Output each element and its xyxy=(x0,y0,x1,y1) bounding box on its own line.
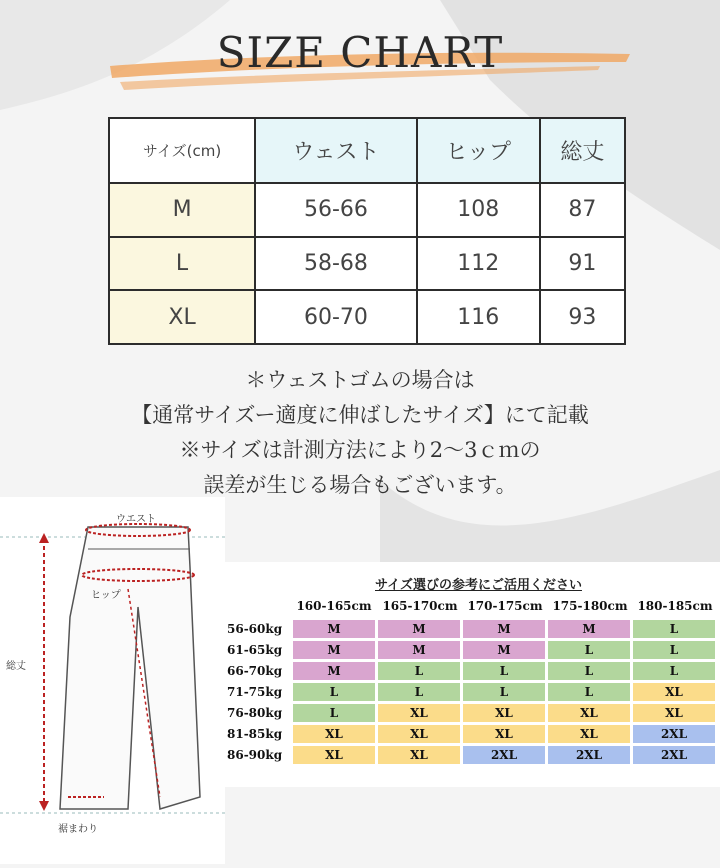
size-guide-cell: L xyxy=(293,704,375,722)
table-header-row xyxy=(109,118,625,183)
table-row xyxy=(109,237,625,291)
size-guide-cell: M xyxy=(378,641,460,659)
size-guide-cell: L xyxy=(463,683,545,701)
size-guide-cell: L xyxy=(548,662,630,680)
header-length: 総丈 xyxy=(540,118,625,183)
size-guide-cell: XL xyxy=(463,725,545,743)
waist-label: ウエスト xyxy=(116,514,156,525)
size-notes xyxy=(60,363,660,503)
size-guide-cell: XL xyxy=(548,725,630,743)
size-guide-cell: 2XL xyxy=(463,746,545,764)
size-guide-cell: 2XL xyxy=(633,725,715,743)
height-header: 160-165cm xyxy=(296,599,372,613)
weight-label: 71-75kg xyxy=(227,685,283,699)
size-guide-cell: L xyxy=(548,641,630,659)
table-corner-label: サイズ(cm) xyxy=(109,118,255,183)
size-guide-cell: XL xyxy=(378,704,460,722)
hip-value: 116 xyxy=(417,290,540,344)
weight-label: 76-80kg xyxy=(227,706,283,720)
table-row xyxy=(109,183,625,237)
size-guide-cell: M xyxy=(463,620,545,638)
size-label: XL xyxy=(109,290,255,344)
header-hip: ヒップ xyxy=(417,118,540,183)
size-guide-title: サイズ選びの参考にご活用ください xyxy=(375,578,582,593)
size-guide-cell: M xyxy=(293,662,375,680)
size-guide-cell: XL xyxy=(378,725,460,743)
size-guide-cell: M xyxy=(378,620,460,638)
note-line: 誤差が生じる場合もございます。 xyxy=(203,473,517,497)
size-label: M xyxy=(109,183,255,237)
size-guide-cell: L xyxy=(633,662,715,680)
size-guide-cell: XL xyxy=(293,725,375,743)
waist-value: 56-66 xyxy=(255,183,417,237)
weight-label: 81-85kg xyxy=(227,727,283,741)
page-title: SIZE CHART xyxy=(216,28,504,77)
size-guide-cell: L xyxy=(548,683,630,701)
size-guide-cell: L xyxy=(633,620,715,638)
size-guide-cell: XL xyxy=(293,746,375,764)
length-label: 総丈 xyxy=(6,661,26,672)
pants-illustration xyxy=(0,497,225,864)
note-line: 【通常サイズー適度に伸ばしたサイズ】にて記載 xyxy=(131,403,589,427)
weight-label: 56-60kg xyxy=(227,622,283,636)
length-value: 93 xyxy=(540,290,625,344)
size-guide-cell: XL xyxy=(633,704,715,722)
size-guide-cell: L xyxy=(463,662,545,680)
size-guide-cell: M xyxy=(548,620,630,638)
size-guide-cell: M xyxy=(463,641,545,659)
hip-label: ヒップ xyxy=(91,590,121,601)
size-guide-cell: XL xyxy=(548,704,630,722)
size-table xyxy=(108,117,626,345)
size-guide-cell: L xyxy=(633,641,715,659)
note-line: ＊ウェストゴムの場合は xyxy=(245,368,475,392)
size-guide-cell: L xyxy=(378,683,460,701)
size-label: L xyxy=(109,237,255,291)
height-header: 180-185cm xyxy=(637,599,713,613)
length-value: 91 xyxy=(540,237,625,291)
height-header: 165-170cm xyxy=(382,599,458,613)
size-guide-cell: M xyxy=(293,620,375,638)
size-guide-cell: XL xyxy=(633,683,715,701)
size-guide-cell: 2XL xyxy=(548,746,630,764)
length-value: 87 xyxy=(540,183,625,237)
header-waist: ウェスト xyxy=(255,118,417,183)
size-guide-cell: 2XL xyxy=(633,746,715,764)
height-header: 170-175cm xyxy=(467,599,543,613)
size-guide-cell: XL xyxy=(463,704,545,722)
hem-label: 裾まわり xyxy=(58,824,98,835)
height-header: 175-180cm xyxy=(552,599,628,613)
size-guide-cell: XL xyxy=(378,746,460,764)
weight-label: 86-90kg xyxy=(227,748,283,762)
note-line: ※サイズは計測方法により2〜3ｃｍの xyxy=(179,438,541,462)
size-guide-cell: L xyxy=(293,683,375,701)
weight-label: 66-70kg xyxy=(227,664,283,678)
hip-value: 112 xyxy=(417,237,540,291)
size-guide-cell: M xyxy=(293,641,375,659)
waist-value: 60-70 xyxy=(255,290,417,344)
hip-value: 108 xyxy=(417,183,540,237)
waist-value: 58-68 xyxy=(255,237,417,291)
table-row xyxy=(109,290,625,344)
pants-measurement-diagram xyxy=(0,497,225,864)
size-guide xyxy=(225,562,720,787)
size-guide-cell: L xyxy=(378,662,460,680)
weight-label: 61-65kg xyxy=(227,643,283,657)
